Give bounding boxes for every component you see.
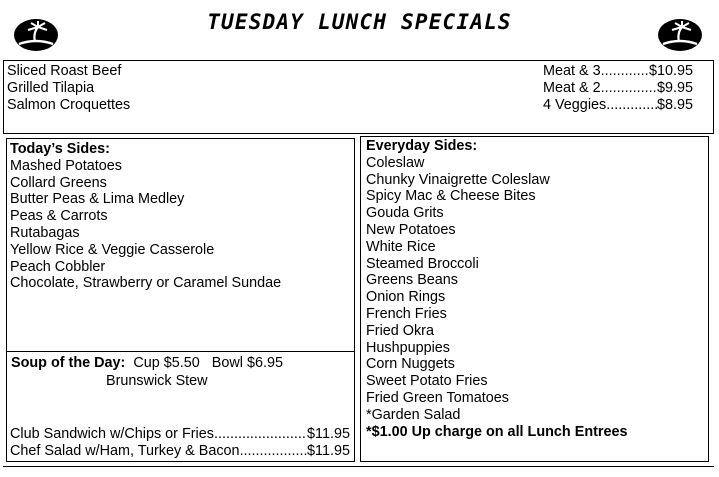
side-item: Sweet Potato Fries — [366, 373, 488, 390]
side-item: Spicy Mac & Cheese Bites — [366, 188, 536, 205]
side-item: French Fries — [366, 305, 447, 322]
side-item: Fried Okra — [366, 322, 434, 339]
combo-price-row: Meat & 3 ..... $10.95 — [543, 63, 693, 80]
side-item: Fried Green Tomatoes — [366, 389, 509, 406]
side-item: Butter Peas & Lima Medley — [10, 191, 185, 208]
entree-item: Salmon Croquettes — [7, 96, 131, 113]
entree-item: Grilled Tilapia — [7, 79, 95, 96]
entree-list — [7, 63, 130, 113]
page-title: TUESDAY LUNCH SPECIALS — [207, 10, 512, 34]
sandwich-list — [10, 426, 350, 460]
soup-name: Brunswick Stew — [106, 373, 208, 389]
palm-tree-logo-icon — [657, 18, 703, 52]
soup-line — [11, 355, 283, 372]
upcharge-note: *$1.00 Up charge on all Lunch Entrees — [366, 423, 628, 440]
side-item: Onion Rings — [366, 289, 446, 306]
everyday-sides-list — [366, 138, 628, 440]
side-item: New Potatoes — [366, 221, 456, 238]
soup-heading: Soup of the Day: — [11, 355, 126, 371]
todays-sides-heading: Today’s Sides: — [10, 141, 110, 157]
everyday-sides-heading: Everyday Sides: — [366, 138, 478, 154]
side-item: Corn Nuggets — [366, 356, 455, 373]
combo-price-list — [543, 63, 693, 113]
soup-bowl-price: Bowl $6.95 — [211, 355, 283, 371]
side-item: Chunky Vinaigrette Coleslaw — [366, 171, 550, 188]
combo-price-row: Meat & 2 ..... $9.95 — [543, 80, 693, 97]
side-item: *Garden Salad — [366, 406, 461, 423]
side-item: Yellow Rice & Veggie Casserole — [10, 241, 215, 258]
combo-price-row: 4 Veggies ..... $8.95 — [543, 97, 693, 114]
sandwich-row: Chef Salad w/Ham, Turkey & Bacon ..... $11.95 — [10, 443, 350, 460]
side-item: Collard Greens — [10, 174, 107, 191]
soup-cup-price: Cup $5.50 — [133, 355, 200, 371]
side-item: Greens Beans — [366, 272, 458, 289]
side-item: Gouda Grits — [366, 205, 444, 222]
todays-sides-list — [10, 141, 281, 292]
side-item: Coleslaw — [366, 154, 425, 171]
side-item: Steamed Broccoli — [366, 255, 479, 272]
side-item: Chocolate, Strawberry or Caramel Sundae — [10, 275, 282, 292]
next-page-edge — [3, 466, 714, 477]
side-item: White Rice — [366, 238, 436, 255]
side-item: Hushpuppies — [366, 339, 451, 356]
side-item: Peach Cobbler — [10, 258, 106, 275]
entree-item: Sliced Roast Beef — [7, 63, 122, 79]
side-item: Peas & Carrots — [10, 208, 108, 225]
side-item: Rutabagas — [10, 224, 80, 241]
side-item: Mashed Potatoes — [10, 157, 122, 174]
sandwich-row: Club Sandwich w/Chips or Fries ..... $11.95 — [10, 426, 350, 443]
